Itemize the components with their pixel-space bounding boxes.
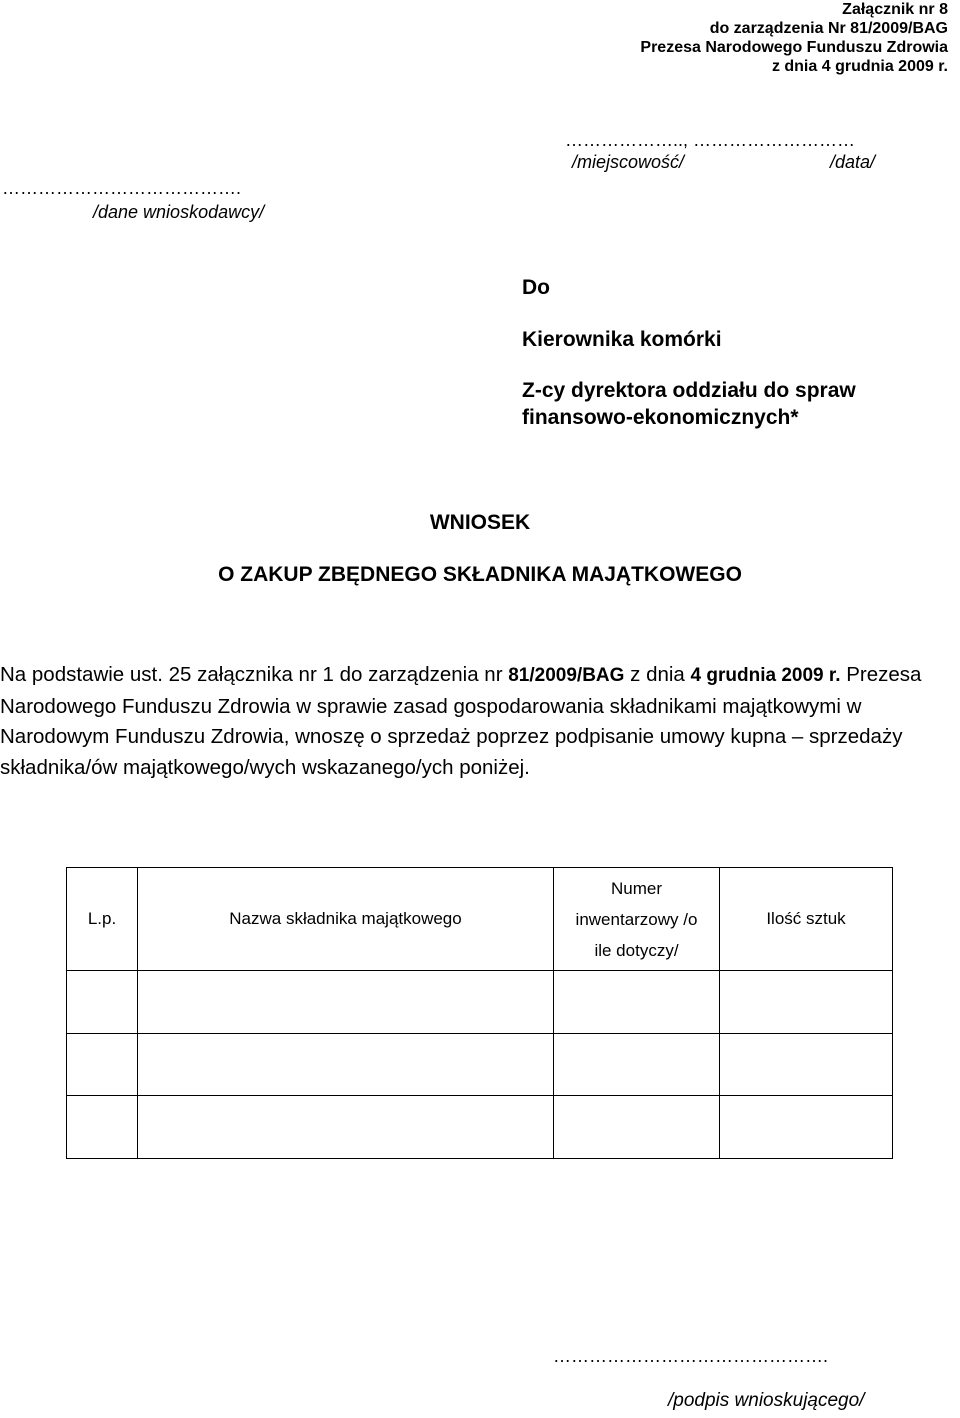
body-part-2: z dnia — [624, 663, 691, 686]
header-inventory-line-2: inwentarzowy /o — [575, 909, 698, 929]
body-part-1: Na podstawie ust. 25 załącznika nr 1 do zarządzenia nr — [0, 663, 509, 686]
date-caption: /data/ — [830, 152, 876, 172]
place-date-dots: ……………….., ……………………… — [565, 130, 856, 150]
assets-table — [66, 867, 893, 1159]
cell-inventory-number[interactable] — [554, 971, 720, 1034]
table-row — [67, 1096, 893, 1159]
cell-quantity[interactable] — [720, 971, 893, 1034]
cell-asset-name[interactable] — [138, 1034, 554, 1096]
addressee-line-1: Kierownika komórki — [522, 328, 722, 351]
header-inventory-number — [554, 868, 720, 971]
annex-line-1: Załącznik nr 8 — [842, 1, 948, 18]
cell-lp[interactable] — [67, 1096, 138, 1159]
cell-asset-name[interactable] — [138, 971, 554, 1034]
body-ref-number: 81/2009/BAG — [508, 665, 625, 686]
header-lp: L.p. — [67, 868, 138, 971]
body-paragraph — [0, 660, 930, 783]
cell-lp[interactable] — [67, 971, 138, 1034]
header-inventory-line-3: ile dotyczy/ — [594, 940, 679, 960]
table-header-row — [67, 868, 893, 971]
annex-header — [640, 0, 948, 76]
annex-line-4: z dnia 4 grudnia 2009 r. — [771, 58, 948, 75]
annex-line-3: Prezesa Narodowego Funduszu Zdrowia — [640, 39, 948, 56]
applicant-dots: …………………………………. — [2, 178, 242, 198]
addressee-to: Do — [522, 276, 550, 299]
cell-inventory-number[interactable] — [554, 1096, 720, 1159]
table-row — [67, 1034, 893, 1096]
place-caption: /miejscowość/ — [572, 152, 685, 172]
cell-inventory-number[interactable] — [554, 1034, 720, 1096]
annex-line-2: do zarządzenia Nr 81/2009/BAG — [709, 20, 948, 37]
body-part-3: Prezesa Narodowego Funduszu Zdrowia w sprawie zasad gospodarowania składnikami majątkowymi w Narodowym Funduszu Zdrowia, wnoszę o sprzedaż poprzez podpisanie umowy kupna – sprzedaży składnika/ów majątkowego/wych wskazanego/ych poniżej. — [0, 663, 922, 779]
cell-asset-name[interactable] — [138, 1096, 554, 1159]
cell-lp[interactable] — [67, 1034, 138, 1096]
document-subtitle: O ZAKUP ZBĘDNEGO SKŁADNIKA MAJĄTKOWEGO — [218, 563, 742, 586]
cell-quantity[interactable] — [720, 1034, 893, 1096]
body-ref-date: 4 grudnia 2009 r. — [690, 665, 841, 686]
cell-quantity[interactable] — [720, 1096, 893, 1159]
header-asset-name: Nazwa składnika majątkowego — [138, 868, 554, 971]
addressee-line-2: Z-cy dyrektora oddziału do spraw finansowo-ekonomicznych* — [522, 379, 856, 429]
signature-dots: ………………………………………. — [553, 1346, 829, 1366]
table-row — [67, 971, 893, 1034]
signature-caption: /podpis wnioskującego/ — [668, 1390, 865, 1411]
applicant-caption: /dane wnioskodawcy/ — [93, 202, 265, 222]
header-quantity: Ilość sztuk — [720, 868, 893, 971]
header-inventory-line-1: Numer — [610, 878, 662, 898]
document-title: WNIOSEK — [429, 511, 531, 534]
